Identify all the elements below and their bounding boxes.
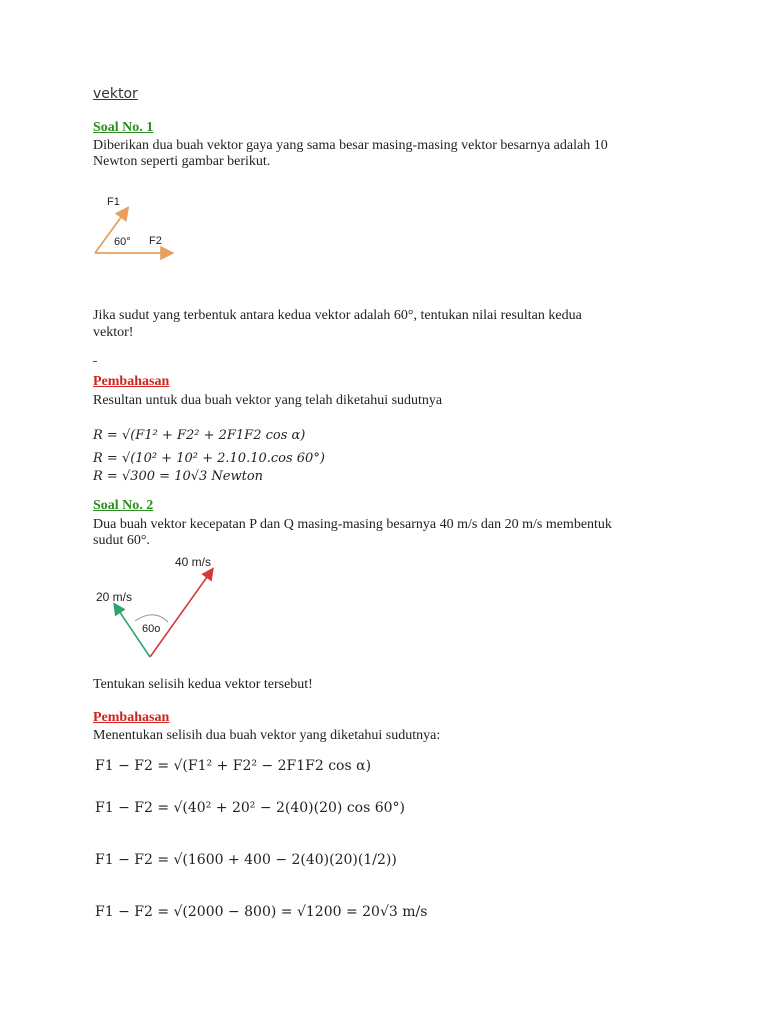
angle-label: 60°: [114, 236, 131, 248]
angle-arc: [135, 615, 168, 622]
soal-1-text-line2: Newton seperti gambar berikut.: [93, 154, 271, 169]
force-vector-diagram: [85, 185, 195, 265]
soal-2-text-line2: sudut 60°.: [93, 533, 150, 548]
pembahasan-2-heading: Pembahasan: [93, 710, 170, 725]
pembahasan-1-equation-2: R = √(10² + 10² + 2.10.10.cos 60°): [93, 451, 325, 466]
soal-1-question-line1: Jika sudut yang terbentuk antara kedua vektor adalah 60°, tentukan nilai resultan kedua: [93, 308, 582, 323]
f2-label: F2: [149, 235, 162, 247]
soal-1-text-line1: Diberikan dua buah vektor gaya yang sama besar masing-masing vektor besarnya adalah 10: [93, 138, 608, 153]
pembahasan-2-equation-2: F1 − F2 = √(40² + 20² − 2(40)(20) cos 60°): [95, 800, 406, 816]
soal-1-heading: Soal No. 1: [93, 120, 154, 135]
angle-label-2: 60o: [142, 623, 161, 635]
f1-label: F1: [107, 196, 120, 208]
pembahasan-1-equation-3: R = √300 = 10√3 Newton: [93, 469, 264, 484]
pembahasan-1-heading: Pembahasan: [93, 374, 170, 389]
velocity-20-label: 20 m/s: [96, 590, 133, 604]
pembahasan-2-text: Menentukan selisih dua buah vektor yang diketahui sudutnya:: [93, 728, 441, 743]
velocity-40-label: 40 m/s: [175, 555, 212, 569]
pembahasan-2-equation-3: F1 − F2 = √(1600 + 400 − 2(40)(20)(1/2)): [95, 852, 397, 868]
velocity-vector-diagram: [90, 550, 230, 665]
soal-2-question: Tentukan selisih kedua vektor tersebut!: [93, 677, 313, 692]
pembahasan-1-text: Resultan untuk dua buah vektor yang telah diketahui sudutnya: [93, 393, 443, 408]
pembahasan-2-equation-1: F1 − F2 = √(F1² + F2² − 2F1F2 cos α): [95, 758, 372, 774]
divider-dash: [93, 361, 97, 362]
velocity-40-arrow: [150, 570, 212, 657]
document-title: vektor: [93, 86, 138, 102]
pembahasan-1-equation-1: R = √(F1² + F2² + 2F1F2 cos α): [93, 428, 306, 443]
soal-1-question-line2: vektor!: [93, 325, 134, 340]
soal-2-text-line1: Dua buah vektor kecepatan P dan Q masing-masing besarnya 40 m/s dan 20 m/s membentuk: [93, 517, 612, 532]
soal-2-heading: Soal No. 2: [93, 498, 154, 513]
pembahasan-2-equation-4: F1 − F2 = √(2000 − 800) = √1200 = 20√3 m/s: [95, 904, 428, 920]
